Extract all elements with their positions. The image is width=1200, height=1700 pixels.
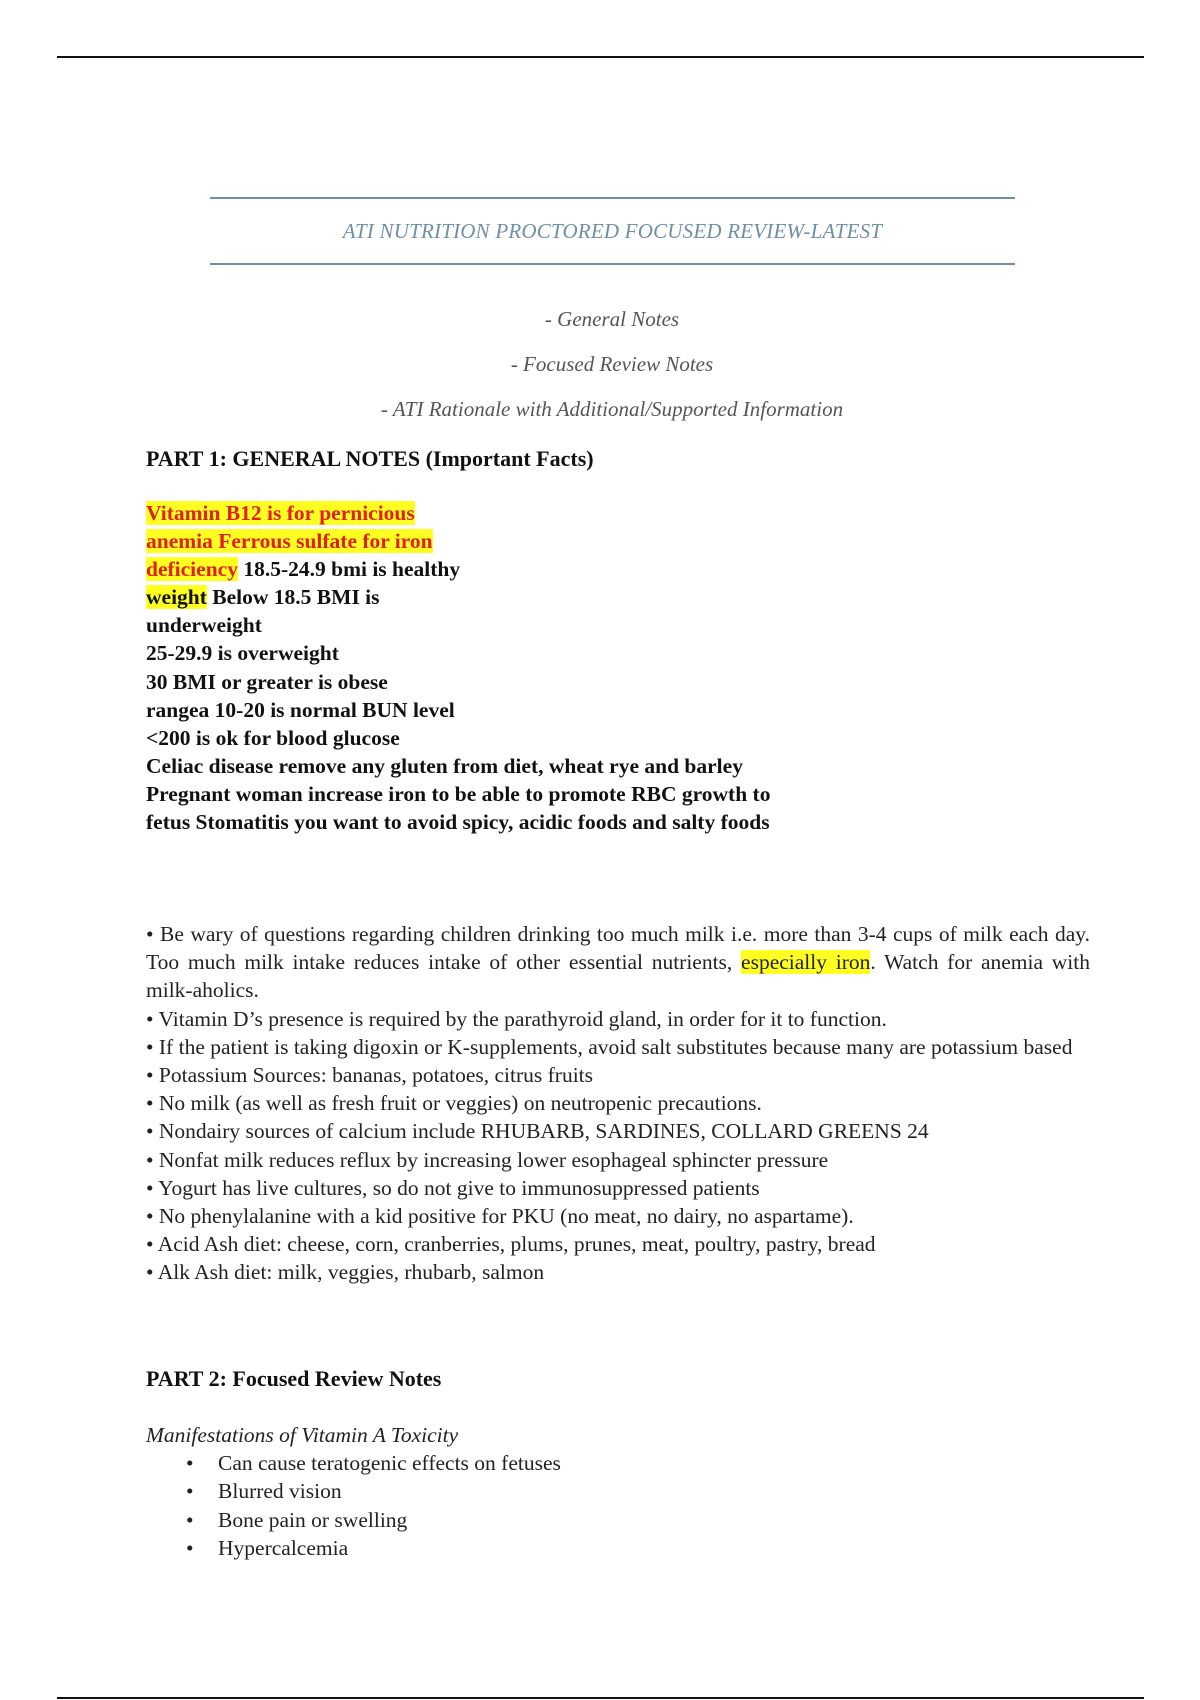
highlighted-text: especially iron [741,950,871,975]
list-item: • Hypercalcemia [146,1534,1090,1562]
contents-item: - General Notes [544,307,680,331]
bullet-item: • If the patient is taking digoxin or K-supplements, avoid salt substitutes because many are potassium based [146,1034,1073,1059]
highlighted-fact: weight [146,585,207,610]
contents-list [0,297,1200,432]
part2-heading: PART 2: Focused Review Notes [146,1366,442,1391]
contents-item: - Focused Review Notes [510,352,714,376]
fact-line: <200 is ok for blood glucose [146,725,400,750]
list-item: • Can cause teratogenic effects on fetuses [146,1449,1090,1477]
important-facts [146,499,866,836]
document-title: ATI NUTRITION PROCTORED FOCUSED REVIEW-LATEST [342,219,883,243]
title-bottom-rule [210,263,1015,265]
bullet-item: • No phenylalanine with a kid positive for PKU (no meat, no dairy, no aspartame). [146,1204,854,1229]
bullet-item: • Acid Ash diet: cheese, corn, cranberries, plums, prunes, meat, poultry, pastry, bread [146,1232,876,1257]
fact-line: underweight [146,613,262,638]
page-top-rule [57,56,1144,58]
bullet-item [146,920,1090,1005]
bullet-item: • Potassium Sources: bananas, potatoes, citrus fruits [146,1063,594,1088]
bullet-text: . Watch for anemia with milk-aholics. [146,950,1090,1003]
bullet-item: • Vitamin D’s presence is required by the parathyroid gland, in order for it to function. [146,1006,887,1031]
fact-line: Celiac disease remove any gluten from diet, wheat rye and barley [146,753,743,778]
bullet-text: • Be wary of questions regarding children drinking too much milk i.e. more than 3-4 cups of milk each day. Too much milk intake reduces intake of other essential nutrients, [146,922,1090,975]
fact-line [146,527,866,555]
bullet-item: • No milk (as well as fresh fruit or veggies) on neutropenic precautions. [146,1091,762,1116]
fact-text: 18.5-24.9 bmi is healthy [237,557,461,582]
bullet-item: • Yogurt has live cultures, so do not give to immunosuppressed patients [146,1175,760,1200]
list-item: • Bone pain or swelling [146,1506,1090,1534]
page-bottom-rule [57,1697,1144,1699]
vitamin-a-section [146,1421,1090,1562]
bullet-notes [146,920,1090,1287]
highlighted-fact: deficiency [146,557,238,582]
fact-line: 25-29.9 is overweight [146,641,339,666]
fact-line: rangea 10-20 is normal BUN level [146,697,455,722]
section-subtitle: Manifestations of Vitamin A Toxicity [146,1423,459,1447]
fact-line [146,583,866,611]
highlighted-fact: anemia Ferrous sulfate for iron [146,529,433,554]
bullet-item: • Nonfat milk reduces reflux by increasing lower esophageal sphincter pressure [146,1147,829,1172]
fact-text: Below 18.5 BMI is [206,585,380,610]
vitamin-a-list [146,1449,1090,1562]
fact-line [146,555,866,583]
highlighted-fact: Vitamin B12 is for pernicious [146,501,415,525]
list-item: • Blurred vision [146,1477,1090,1505]
fact-line: Pregnant woman increase iron to be able to promote RBC growth to [146,781,771,806]
fact-line [146,499,866,527]
bullet-item: • Alk Ash diet: milk, veggies, rhubarb, salmon [146,1260,545,1285]
part1-heading: PART 1: GENERAL NOTES (Important Facts) [146,446,594,471]
fact-line: 30 BMI or greater is obese [146,669,388,694]
title-block [210,197,1015,265]
fact-line: fetus Stomatitis you want to avoid spicy, acidic foods and salty foods [146,810,770,835]
contents-item: - ATI Rationale with Additional/Supported Information [380,397,844,421]
bullet-item: • Nondairy sources of calcium include RHUBARB, SARDINES, COLLARD GREENS 24 [146,1119,929,1144]
